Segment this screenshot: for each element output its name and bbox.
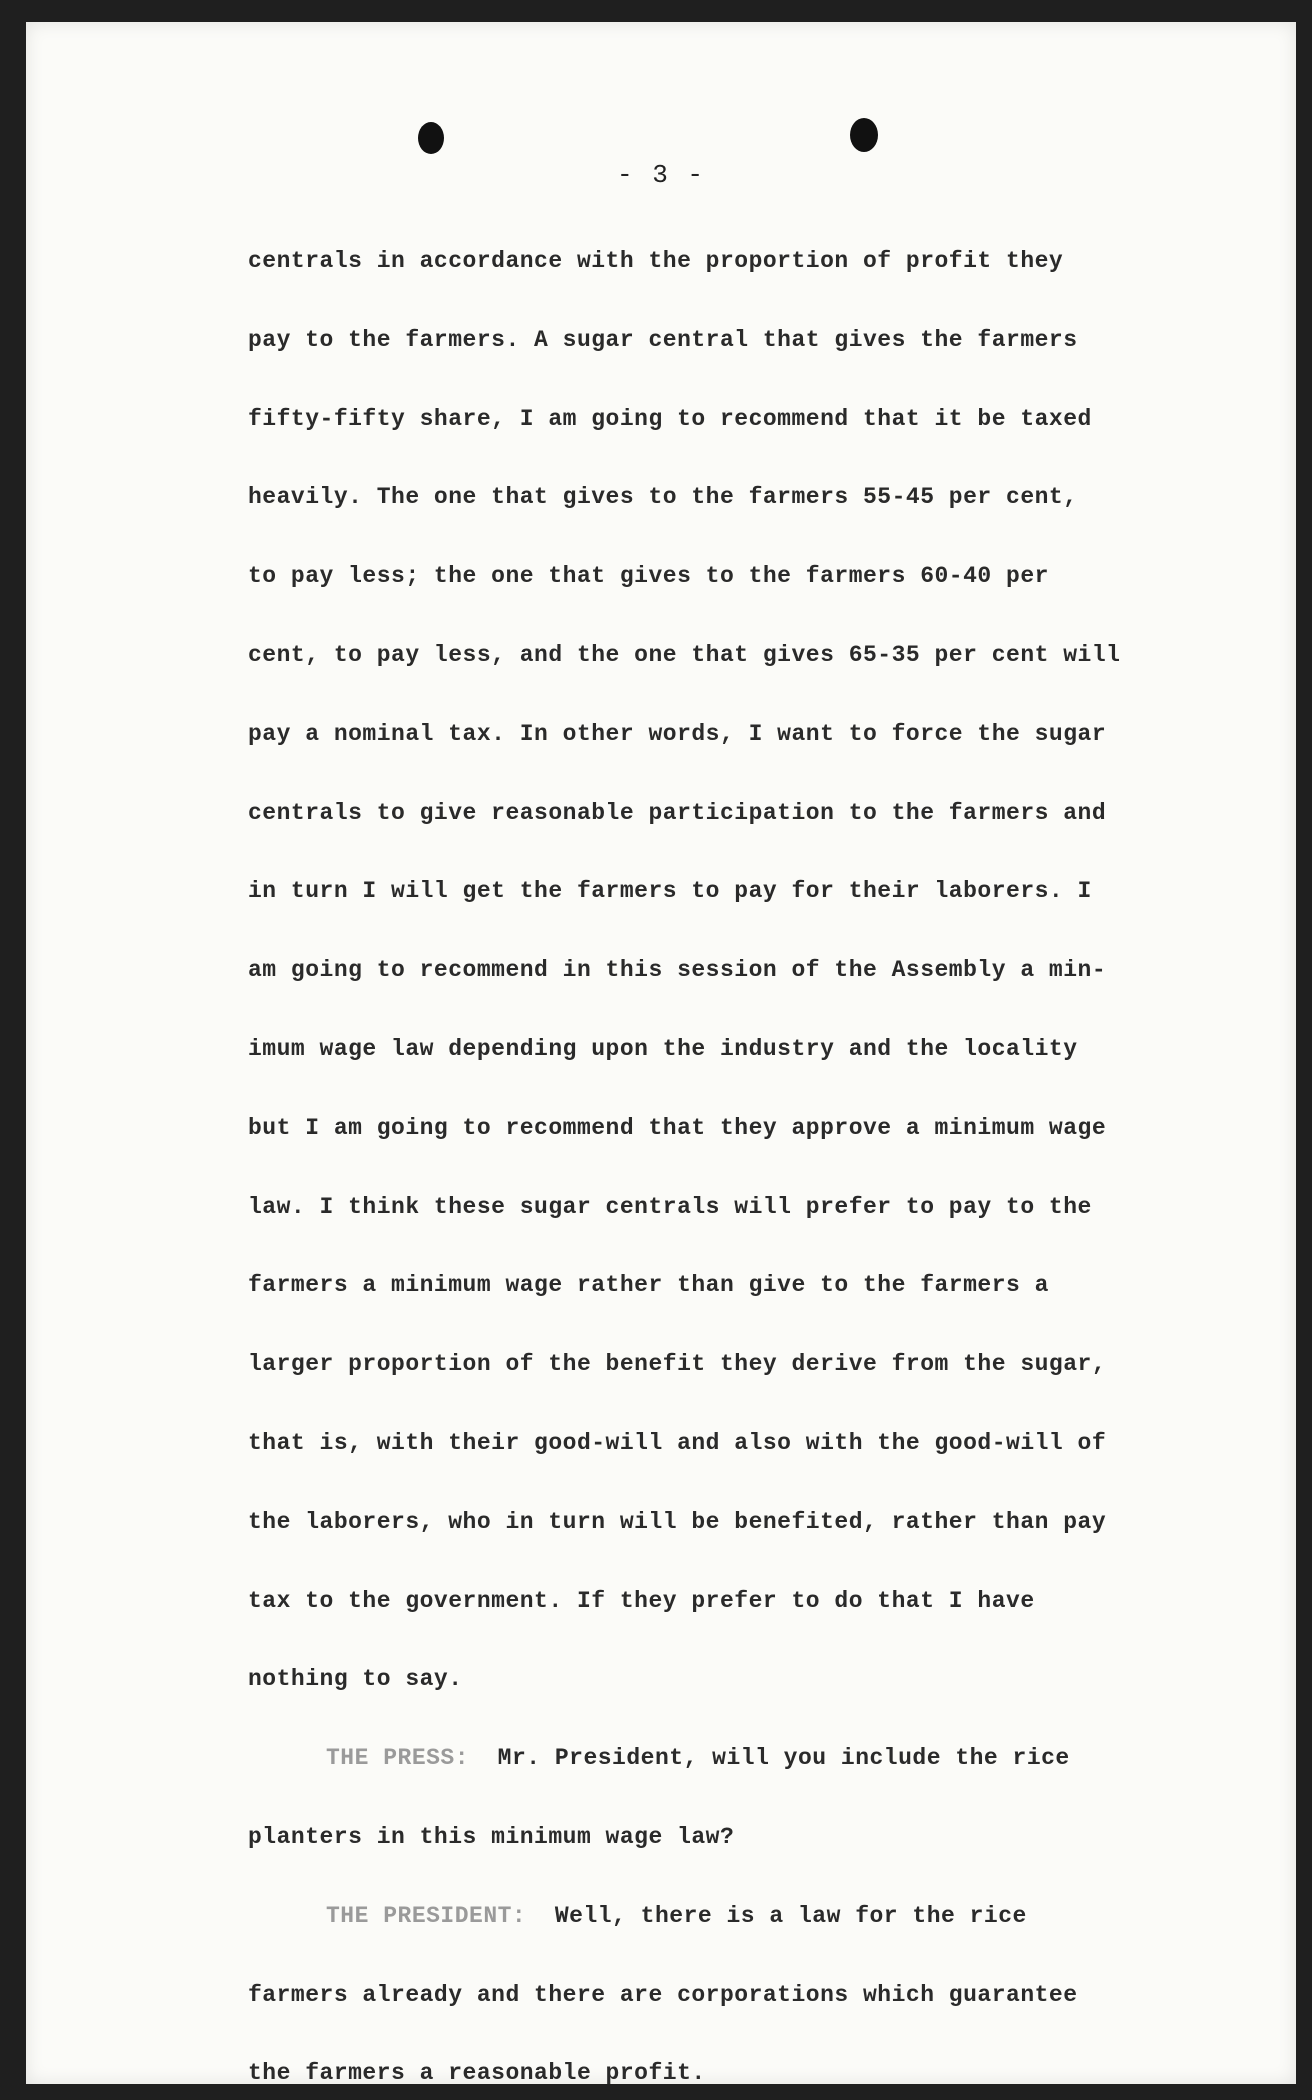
- speaker-label: THE PRESIDENT:: [326, 1902, 527, 1929]
- text-line: farmers a minimum wage rather than give to the farmers a: [248, 1272, 1049, 1299]
- text-line: fifty-fifty share, I am going to recommend that it be taxed: [248, 405, 1092, 432]
- text-line: [248, 1719, 1248, 1798]
- text-line: that is, with their good-will and also with the good-will of: [248, 1429, 1107, 1456]
- text-line: am going to recommend in this session of the Assembly a min-: [248, 957, 1107, 984]
- text-line: in turn I will get the farmers to pay for their laborers. I: [248, 878, 1092, 905]
- text-line: pay a nominal tax. In other words, I want to force the sugar: [248, 720, 1107, 747]
- punch-hole-right: [850, 118, 878, 152]
- text-line: imum wage law depending upon the industry and the locality: [248, 1035, 1078, 1062]
- text-line: the farmers a reasonable profit.: [248, 2060, 706, 2084]
- text-line: centrals in accordance with the proportion of profit they: [248, 248, 1064, 274]
- question-text: Mr. President, will you include the rice: [497, 1745, 1070, 1772]
- paragraph-president-answer: [248, 1877, 1248, 2084]
- text-line: tax to the government. If they prefer to do that I have: [248, 1587, 1035, 1614]
- text-line: cent, to pay less, and the one that gives 65-35 per cent will: [248, 641, 1121, 668]
- body-text: [248, 222, 1248, 2084]
- text-line: nothing to say.: [248, 1666, 463, 1693]
- text-line: law. I think these sugar centrals will prefer to pay to the: [248, 1193, 1092, 1220]
- speaker-label: THE PRESS:: [326, 1745, 470, 1772]
- answer-text: Well, there is a law for the rice: [554, 1902, 1027, 1929]
- paragraph-1: [248, 222, 1248, 1719]
- text-line: centrals to give reasonable participation to the farmers and: [248, 799, 1107, 826]
- text-line: [248, 1877, 1248, 1956]
- text-line: farmers already and there are corporations which guarantee: [248, 1981, 1078, 2008]
- document-paper: [26, 22, 1296, 2084]
- text-line: to pay less; the one that gives to the farmers 60-40 per: [248, 563, 1049, 590]
- punch-hole-left: [418, 122, 444, 154]
- text-line: the laborers, who in turn will be benefited, rather than pay: [248, 1508, 1107, 1535]
- text-line: larger proportion of the benefit they derive from the sugar,: [248, 1351, 1107, 1378]
- text-line: heavily. The one that gives to the farmers 55-45 per cent,: [248, 484, 1078, 511]
- page-number: - 3 -: [616, 160, 705, 190]
- text-line: pay to the farmers. A sugar central that gives the farmers: [248, 326, 1078, 353]
- text-line: planters in this minimum wage law?: [248, 1823, 735, 1850]
- paragraph-press-question: [248, 1719, 1248, 1877]
- text-line: but I am going to recommend that they approve a minimum wage: [248, 1114, 1107, 1141]
